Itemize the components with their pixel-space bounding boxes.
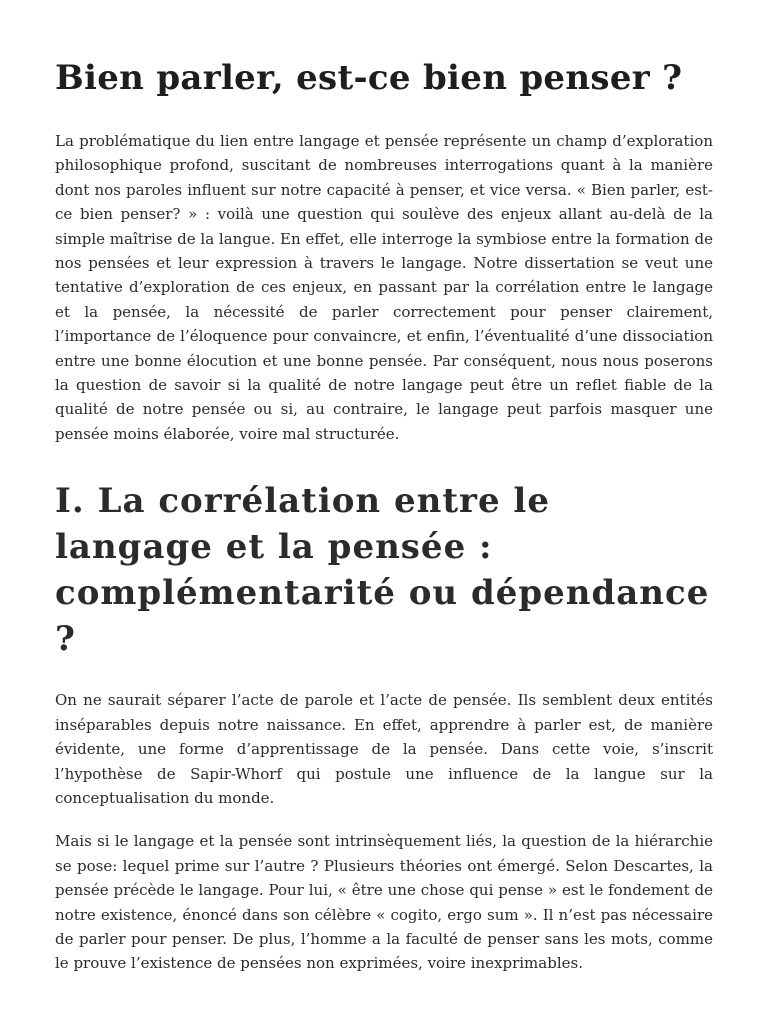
section-paragraph-1: On ne saurait séparer l’acte de parole et l’acte de pensée. Ils semblent deux entités inséparables depuis notre naissance. En effet, apprendre à parler est, de manière évidente, une forme d’apprentissage de la pensée. Dans cette voie, s’inscrit l’hypothèse de Sapir-Whorf qui postule une influence de la langue sur la conceptualisation du monde.: [55, 691, 713, 807]
document-page: [55, 56, 713, 995]
section-paragraph-2: Mais si le langage et la pensée sont intrinsèquement liés, la question de la hiérarchie se pose: lequel prime sur l’autre ? Plusieurs théories ont émergé. Selon Descartes, la pensée précède le langage. Pour lui, « être une chose qui pense » est le fondement de notre existence, énoncé dans son célèbre « cogito, ergo sum ». Il n’est pas nécessaire de parler pour penser. De plus, l’homme a la faculté de penser sans les mots, comme le prouve l’existence de pensées non exprimées, voire inexprimables.: [55, 832, 713, 973]
section-heading: I. La corrélation entre le langage et la pensée : complémentarité ou dépendance ?: [55, 481, 710, 660]
intro-paragraph: La problématique du lien entre langage et pensée représente un champ d’exploration philosophique profond, suscitant de nombreuses interrogations quant à la manière dont nos paroles influent sur notre capacité à penser, et vice versa. « Bien parler, est-ce bien penser? » : voilà une question qui soulève des enjeux allant au-delà de la simple maîtrise de la langue. En effet, elle interroge la symbiose entre la formation de nos pensées et leur expression à travers le langage. Notre dissertation se veut une tentative d’exploration de ces enjeux, en passant par la corrélation entre le langage et la pensée, la nécessité de parler correctement pour penser clairement, l’importance de l’éloquence pour convaincre, et enfin, l’éventualité d’une dissociation entre une bonne élocution et une bonne pensée. Par conséquent, nous nous poserons la question de savoir si la qualité de notre langage peut être un reflet fiable de la qualité de notre pensée ou si, au contraire, le langage peut parfois masquer une pensée moins élaborée, voire mal structurée.: [55, 132, 713, 443]
page-title: Bien parler, est-ce bien penser ?: [55, 58, 683, 98]
